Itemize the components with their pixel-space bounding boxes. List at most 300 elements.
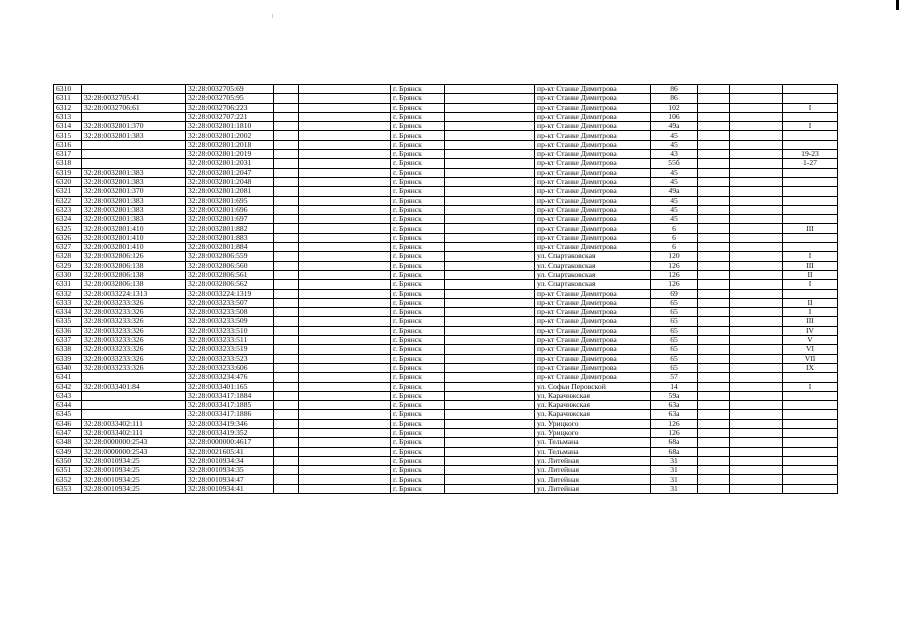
- scan-mark: [272, 14, 273, 18]
- empty-cell: [274, 85, 299, 94]
- table-row: [54, 308, 838, 317]
- table-row: [54, 233, 838, 242]
- house-number-cell: 106: [651, 112, 698, 121]
- empty-cell: [274, 205, 299, 214]
- house-number-cell: 65: [651, 345, 698, 354]
- parcel-cadastral-cell: 32:28:0032705:41: [82, 94, 186, 103]
- house-number-cell: 57: [651, 373, 698, 382]
- house-number-cell: 86: [651, 85, 698, 94]
- empty-cell: [698, 308, 730, 317]
- premises-number-cell: III: [783, 261, 838, 270]
- object-cadastral-cell: 32:28:0032806:562: [186, 280, 274, 289]
- object-cadastral-cell: 32:28:0032801:2081: [186, 187, 274, 196]
- empty-cell: [730, 112, 783, 121]
- parcel-cadastral-cell: 32:28:0033233:326: [82, 308, 186, 317]
- empty-cell: [698, 475, 730, 484]
- empty-cell: [698, 391, 730, 400]
- empty-cell: [299, 289, 391, 298]
- empty-cell: [274, 215, 299, 224]
- city-cell: г. Брянск: [391, 205, 445, 214]
- empty-cell: [698, 317, 730, 326]
- empty-cell: [730, 336, 783, 345]
- street-cell: пр-кт Станке Димитрова: [535, 243, 651, 252]
- premises-number-cell: II: [783, 270, 838, 279]
- parcel-cadastral-cell: 32:28:0032801:410: [82, 224, 186, 233]
- empty-cell: [730, 168, 783, 177]
- empty-cell: [698, 354, 730, 363]
- empty-cell: [274, 233, 299, 242]
- object-cadastral-cell: 32:28:0033233:510: [186, 326, 274, 335]
- empty-cell: [730, 308, 783, 317]
- record-number-cell: 6339: [54, 354, 82, 363]
- empty-cell: [730, 484, 783, 493]
- street-cell: пр-кт Станке Димитрова: [535, 177, 651, 186]
- premises-number-cell: [783, 447, 838, 456]
- premises-number-cell: [783, 205, 838, 214]
- table-row: [54, 354, 838, 363]
- city-cell: г. Брянск: [391, 94, 445, 103]
- house-number-cell: 31: [651, 484, 698, 493]
- record-number-cell: 6349: [54, 447, 82, 456]
- empty-cell: [274, 428, 299, 437]
- empty-cell: [445, 345, 535, 354]
- street-cell: ул. Спартаковская: [535, 280, 651, 289]
- empty-cell: [445, 205, 535, 214]
- empty-cell: [445, 447, 535, 456]
- object-cadastral-cell: 32:28:0033419:346: [186, 419, 274, 428]
- empty-cell: [698, 382, 730, 391]
- parcel-cadastral-cell: [82, 401, 186, 410]
- empty-cell: [698, 243, 730, 252]
- premises-number-cell: [783, 410, 838, 419]
- empty-cell: [274, 168, 299, 177]
- empty-cell: [445, 438, 535, 447]
- empty-cell: [730, 261, 783, 270]
- premises-number-cell: 19-23: [783, 150, 838, 159]
- empty-cell: [299, 103, 391, 112]
- empty-cell: [730, 466, 783, 475]
- city-cell: г. Брянск: [391, 438, 445, 447]
- record-number-cell: 6321: [54, 187, 82, 196]
- record-number-cell: 6347: [54, 428, 82, 437]
- object-cadastral-cell: 32:28:0033233:511: [186, 336, 274, 345]
- street-cell: пр-кт Станке Димитрова: [535, 196, 651, 205]
- premises-number-cell: I: [783, 122, 838, 131]
- house-number-cell: 31: [651, 456, 698, 465]
- parcel-cadastral-cell: 32:28:0033401:84: [82, 382, 186, 391]
- empty-cell: [698, 373, 730, 382]
- object-cadastral-cell: 32:28:0032801:2019: [186, 150, 274, 159]
- street-cell: пр-кт Станке Димитрова: [535, 363, 651, 372]
- table-row: [54, 484, 838, 493]
- empty-cell: [698, 363, 730, 372]
- house-number-cell: 65: [651, 336, 698, 345]
- parcel-cadastral-cell: [82, 85, 186, 94]
- empty-cell: [274, 122, 299, 131]
- empty-cell: [299, 187, 391, 196]
- empty-cell: [299, 475, 391, 484]
- empty-cell: [299, 243, 391, 252]
- house-number-cell: 55б: [651, 159, 698, 168]
- empty-cell: [445, 298, 535, 307]
- premises-number-cell: VII: [783, 354, 838, 363]
- empty-cell: [299, 85, 391, 94]
- parcel-cadastral-cell: 32:28:0032801:410: [82, 233, 186, 242]
- empty-cell: [698, 131, 730, 140]
- record-number-cell: 6346: [54, 419, 82, 428]
- parcel-cadastral-cell: 32:28:0032706:61: [82, 103, 186, 112]
- city-cell: г. Брянск: [391, 233, 445, 242]
- empty-cell: [299, 401, 391, 410]
- street-cell: пр-кт Станке Димитрова: [535, 122, 651, 131]
- street-cell: ул. Спартаковская: [535, 270, 651, 279]
- object-cadastral-cell: 32:28:0032801:1810: [186, 122, 274, 131]
- record-number-cell: 6345: [54, 410, 82, 419]
- empty-cell: [730, 103, 783, 112]
- street-cell: пр-кт Станке Димитрова: [535, 103, 651, 112]
- record-number-cell: 6314: [54, 122, 82, 131]
- object-cadastral-cell: 32:28:0032705:95: [186, 94, 274, 103]
- object-cadastral-cell: 32:28:0032801:2047: [186, 168, 274, 177]
- object-cadastral-cell: 32:28:0032806:561: [186, 270, 274, 279]
- object-cadastral-cell: 32:28:0032705:69: [186, 85, 274, 94]
- empty-cell: [445, 112, 535, 121]
- premises-number-cell: [783, 94, 838, 103]
- table-row: [54, 187, 838, 196]
- empty-cell: [698, 419, 730, 428]
- premises-number-cell: III: [783, 317, 838, 326]
- premises-number-cell: II: [783, 298, 838, 307]
- empty-cell: [299, 391, 391, 400]
- empty-cell: [274, 289, 299, 298]
- object-cadastral-cell: 32:28:0033417:1884: [186, 391, 274, 400]
- street-cell: ул. Урицкого: [535, 419, 651, 428]
- object-cadastral-cell: 32:28:0032801:695: [186, 196, 274, 205]
- city-cell: г. Брянск: [391, 391, 445, 400]
- city-cell: г. Брянск: [391, 475, 445, 484]
- city-cell: г. Брянск: [391, 243, 445, 252]
- empty-cell: [445, 252, 535, 261]
- parcel-cadastral-cell: 32:28:0032801:383: [82, 177, 186, 186]
- table-row: [54, 270, 838, 279]
- empty-cell: [274, 187, 299, 196]
- object-cadastral-cell: 32:28:0032801:2031: [186, 159, 274, 168]
- table-row: [54, 112, 838, 121]
- empty-cell: [730, 159, 783, 168]
- table-row: [54, 159, 838, 168]
- premises-number-cell: [783, 187, 838, 196]
- empty-cell: [274, 298, 299, 307]
- object-cadastral-cell: 32:28:0010934:35: [186, 466, 274, 475]
- empty-cell: [698, 233, 730, 242]
- empty-cell: [445, 150, 535, 159]
- record-number-cell: 6331: [54, 280, 82, 289]
- city-cell: г. Брянск: [391, 447, 445, 456]
- table-row: [54, 391, 838, 400]
- premises-number-cell: [783, 233, 838, 242]
- empty-cell: [698, 205, 730, 214]
- house-number-cell: 45: [651, 168, 698, 177]
- street-cell: ул. Литейная: [535, 484, 651, 493]
- empty-cell: [698, 252, 730, 261]
- house-number-cell: 45: [651, 177, 698, 186]
- empty-cell: [730, 363, 783, 372]
- city-cell: г. Брянск: [391, 419, 445, 428]
- table-row: [54, 345, 838, 354]
- empty-cell: [299, 122, 391, 131]
- premises-number-cell: [783, 289, 838, 298]
- empty-cell: [730, 456, 783, 465]
- premises-number-cell: [783, 466, 838, 475]
- record-number-cell: 6353: [54, 484, 82, 493]
- object-cadastral-cell: 32:28:0010934:41: [186, 484, 274, 493]
- parcel-cadastral-cell: 32:28:0032801:383: [82, 205, 186, 214]
- record-number-cell: 6340: [54, 363, 82, 372]
- premises-number-cell: V: [783, 336, 838, 345]
- parcel-cadastral-cell: 32:28:0033233:326: [82, 336, 186, 345]
- empty-cell: [445, 410, 535, 419]
- empty-cell: [698, 447, 730, 456]
- empty-cell: [299, 215, 391, 224]
- city-cell: г. Брянск: [391, 112, 445, 121]
- empty-cell: [445, 261, 535, 270]
- empty-cell: [299, 345, 391, 354]
- record-number-cell: 6313: [54, 112, 82, 121]
- street-cell: ул. Тельмана: [535, 438, 651, 447]
- house-number-cell: 45: [651, 131, 698, 140]
- empty-cell: [730, 215, 783, 224]
- empty-cell: [274, 345, 299, 354]
- record-number-cell: 6329: [54, 261, 82, 270]
- city-cell: г. Брянск: [391, 354, 445, 363]
- city-cell: г. Брянск: [391, 103, 445, 112]
- empty-cell: [274, 391, 299, 400]
- record-number-cell: 6319: [54, 168, 82, 177]
- premises-number-cell: I: [783, 382, 838, 391]
- table-row: [54, 85, 838, 94]
- empty-cell: [299, 298, 391, 307]
- empty-cell: [730, 270, 783, 279]
- table-row: [54, 317, 838, 326]
- street-cell: ул. Спартаковская: [535, 252, 651, 261]
- empty-cell: [445, 85, 535, 94]
- object-cadastral-cell: 32:28:0032707:221: [186, 112, 274, 121]
- street-cell: пр-кт Станке Димитрова: [535, 215, 651, 224]
- record-number-cell: 6333: [54, 298, 82, 307]
- premises-number-cell: IV: [783, 326, 838, 335]
- empty-cell: [274, 224, 299, 233]
- city-cell: г. Брянск: [391, 150, 445, 159]
- street-cell: пр-кт Станке Димитрова: [535, 354, 651, 363]
- house-number-cell: 102: [651, 103, 698, 112]
- record-number-cell: 6344: [54, 401, 82, 410]
- empty-cell: [445, 401, 535, 410]
- empty-cell: [274, 280, 299, 289]
- table-row: [54, 131, 838, 140]
- empty-cell: [445, 382, 535, 391]
- record-number-cell: 6310: [54, 85, 82, 94]
- empty-cell: [698, 466, 730, 475]
- empty-cell: [445, 103, 535, 112]
- empty-cell: [698, 298, 730, 307]
- object-cadastral-cell: 32:28:0032801:882: [186, 224, 274, 233]
- object-cadastral-cell: 32:28:0033233:509: [186, 317, 274, 326]
- parcel-cadastral-cell: [82, 391, 186, 400]
- empty-cell: [445, 243, 535, 252]
- empty-cell: [698, 177, 730, 186]
- city-cell: г. Брянск: [391, 280, 445, 289]
- street-cell: пр-кт Станке Димитрова: [535, 140, 651, 149]
- empty-cell: [274, 270, 299, 279]
- object-cadastral-cell: 32:28:0033233:508: [186, 308, 274, 317]
- empty-cell: [274, 131, 299, 140]
- empty-cell: [698, 103, 730, 112]
- empty-cell: [445, 159, 535, 168]
- house-number-cell: 45: [651, 140, 698, 149]
- table-row: [54, 373, 838, 382]
- empty-cell: [299, 456, 391, 465]
- table-row: [54, 438, 838, 447]
- empty-cell: [698, 280, 730, 289]
- empty-cell: [299, 159, 391, 168]
- street-cell: пр-кт Станке Димитрова: [535, 205, 651, 214]
- empty-cell: [299, 438, 391, 447]
- record-number-cell: 6323: [54, 205, 82, 214]
- house-number-cell: 49а: [651, 122, 698, 131]
- street-cell: пр-кт Станке Димитрова: [535, 233, 651, 242]
- record-number-cell: 6332: [54, 289, 82, 298]
- house-number-cell: 65: [651, 298, 698, 307]
- empty-cell: [445, 215, 535, 224]
- city-cell: г. Брянск: [391, 270, 445, 279]
- city-cell: г. Брянск: [391, 252, 445, 261]
- premises-number-cell: [783, 484, 838, 493]
- table-row: [54, 447, 838, 456]
- house-number-cell: 6: [651, 243, 698, 252]
- empty-cell: [299, 336, 391, 345]
- empty-cell: [445, 187, 535, 196]
- object-cadastral-cell: 32:28:0032801:696: [186, 205, 274, 214]
- record-number-cell: 6325: [54, 224, 82, 233]
- empty-cell: [730, 233, 783, 242]
- record-number-cell: 6318: [54, 159, 82, 168]
- record-number-cell: 6341: [54, 373, 82, 382]
- parcel-cadastral-cell: 32:28:0000000:2543: [82, 447, 186, 456]
- parcel-cadastral-cell: 32:28:0033402:111: [82, 428, 186, 437]
- house-number-cell: 45: [651, 205, 698, 214]
- table-row: [54, 419, 838, 428]
- street-cell: пр-кт Станке Димитрова: [535, 187, 651, 196]
- parcel-cadastral-cell: 32:28:0010934:25: [82, 484, 186, 493]
- empty-cell: [445, 373, 535, 382]
- city-cell: г. Брянск: [391, 373, 445, 382]
- record-number-cell: 6335: [54, 317, 82, 326]
- house-number-cell: 63а: [651, 401, 698, 410]
- city-cell: г. Брянск: [391, 466, 445, 475]
- parcel-cadastral-cell: 32:28:0000000:2543: [82, 438, 186, 447]
- street-cell: пр-кт Станке Димитрова: [535, 131, 651, 140]
- table-row: [54, 280, 838, 289]
- empty-cell: [445, 456, 535, 465]
- parcel-cadastral-cell: 32:28:0033233:326: [82, 298, 186, 307]
- premises-number-cell: [783, 177, 838, 186]
- city-cell: г. Брянск: [391, 196, 445, 205]
- parcel-cadastral-cell: [82, 159, 186, 168]
- empty-cell: [299, 326, 391, 335]
- empty-cell: [730, 177, 783, 186]
- empty-cell: [698, 410, 730, 419]
- city-cell: г. Брянск: [391, 159, 445, 168]
- object-cadastral-cell: 32:28:0033224:1319: [186, 289, 274, 298]
- empty-cell: [730, 391, 783, 400]
- house-number-cell: 49а: [651, 187, 698, 196]
- empty-cell: [274, 177, 299, 186]
- empty-cell: [698, 122, 730, 131]
- object-cadastral-cell: 32:28:0010934:47: [186, 475, 274, 484]
- premises-number-cell: [783, 428, 838, 437]
- empty-cell: [730, 382, 783, 391]
- empty-cell: [730, 345, 783, 354]
- house-number-cell: 126: [651, 428, 698, 437]
- table-row: [54, 410, 838, 419]
- empty-cell: [730, 475, 783, 484]
- premises-number-cell: [783, 438, 838, 447]
- empty-cell: [445, 484, 535, 493]
- empty-cell: [698, 159, 730, 168]
- table-row: [54, 150, 838, 159]
- object-cadastral-cell: 32:28:0032706:223: [186, 103, 274, 112]
- empty-cell: [730, 252, 783, 261]
- table-row: [54, 336, 838, 345]
- object-cadastral-cell: 32:28:0032806:560: [186, 261, 274, 270]
- empty-cell: [274, 336, 299, 345]
- house-number-cell: 68а: [651, 447, 698, 456]
- empty-cell: [299, 177, 391, 186]
- object-cadastral-cell: 32:28:0010934:34: [186, 456, 274, 465]
- premises-number-cell: I: [783, 252, 838, 261]
- empty-cell: [730, 419, 783, 428]
- premises-number-cell: [783, 419, 838, 428]
- street-cell: пр-кт Станке Димитрова: [535, 289, 651, 298]
- house-number-cell: 69: [651, 289, 698, 298]
- object-cadastral-cell: 32:28:0033417:1885: [186, 401, 274, 410]
- empty-cell: [299, 150, 391, 159]
- empty-cell: [274, 326, 299, 335]
- table-row: [54, 205, 838, 214]
- parcel-cadastral-cell: 32:28:0032806:138: [82, 261, 186, 270]
- record-number-cell: 6312: [54, 103, 82, 112]
- parcel-cadastral-cell: [82, 373, 186, 382]
- empty-cell: [698, 456, 730, 465]
- empty-cell: [730, 85, 783, 94]
- empty-cell: [445, 233, 535, 242]
- empty-cell: [274, 159, 299, 168]
- empty-cell: [445, 289, 535, 298]
- record-number-cell: 6351: [54, 466, 82, 475]
- empty-cell: [299, 373, 391, 382]
- record-number-cell: 6326: [54, 233, 82, 242]
- house-number-cell: 120: [651, 252, 698, 261]
- street-cell: ул. Карачижская: [535, 401, 651, 410]
- empty-cell: [274, 382, 299, 391]
- empty-cell: [698, 428, 730, 437]
- street-cell: ул. Тельмана: [535, 447, 651, 456]
- parcel-cadastral-cell: 32:28:0032801:383: [82, 131, 186, 140]
- city-cell: г. Брянск: [391, 363, 445, 372]
- house-number-cell: 43: [651, 150, 698, 159]
- table-row: [54, 196, 838, 205]
- empty-cell: [698, 224, 730, 233]
